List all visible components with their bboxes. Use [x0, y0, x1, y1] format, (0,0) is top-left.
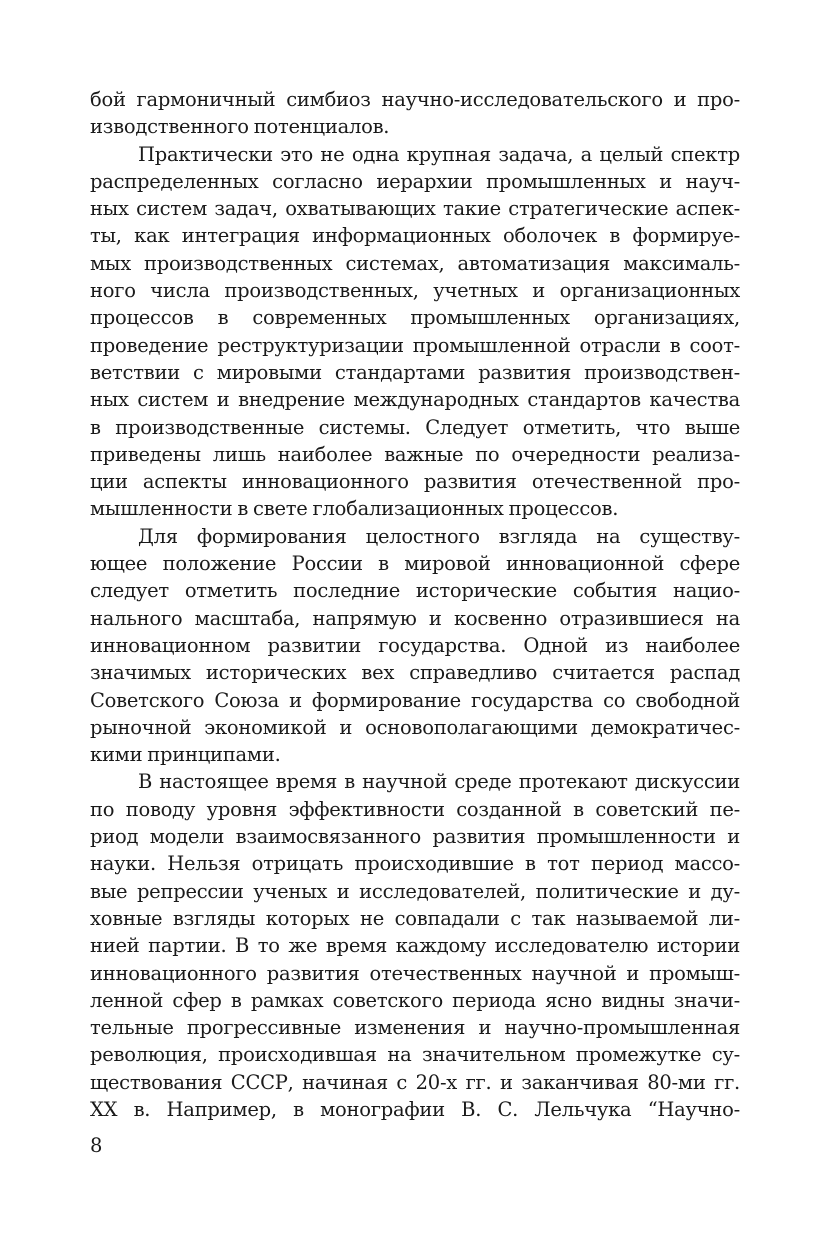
text-line: ленной сфер в рамках советского периода ясно видны значи-	[90, 988, 740, 1012]
text-line: следует отметить последние исторические события нацио-	[90, 579, 740, 603]
text-line: Советского Союза и формирование государства со свободной	[90, 688, 740, 712]
text-line: нального масштаба, напрямую и косвенно отразившиеся на	[90, 606, 740, 630]
text-line: ветствии с мировыми стандартами развития производствен-	[90, 360, 740, 384]
text-line: ного числа производственных, учетных и организационных	[90, 279, 740, 303]
text-line: Для формирования целостного взгляда на существу-	[138, 524, 740, 548]
text-line: ты, как интеграция информационных оболочек в формируе-	[90, 224, 740, 248]
text-line: ющее положение России в мировой инновационной сфере	[90, 552, 740, 576]
text-line: изводственного потенциалов.	[90, 115, 390, 139]
text-line: по поводу уровня эффективности созданной в советский пе-	[90, 797, 740, 821]
text-line: инновационном развитии государства. Одной из наиболее	[90, 633, 740, 657]
page-number: 8	[90, 1134, 103, 1157]
text-line: Практически это не одна крупная задача, а целый спектр	[138, 142, 740, 166]
text-line: вые репрессии ученых и исследователей, политические и ду-	[90, 879, 740, 903]
text-line: В настоящее время в научной среде протекают дискуссии	[138, 770, 740, 794]
text-line: мышленности в свете глобализационных процессов.	[90, 497, 619, 521]
text-line: ществования СССР, начиная с 20-х гг. и заканчивая 80-ми гг.	[90, 1070, 740, 1094]
text-line: XX в. Например, в монографии В. С. Лельчука “Научно-	[90, 1097, 740, 1121]
text-line: ных систем задач, охватывающих такие стратегические аспек-	[90, 197, 740, 221]
text-line: распределенных согласно иерархии промышленных и науч-	[90, 169, 740, 193]
paragraph	[90, 523, 740, 769]
text-line: значимых исторических вех справедливо считается распад	[90, 661, 740, 685]
text-line: ции аспекты инновационного развития отечественной про-	[90, 470, 740, 494]
paragraph	[90, 141, 740, 523]
text-line: в производственные системы. Следует отметить, что выше	[90, 415, 740, 439]
text-line: нией партии. В то же время каждому исследователю истории	[90, 934, 740, 958]
text-line: процессов в современных промышленных организациях,	[90, 306, 740, 330]
text-line: мых производственных системах, автоматизация максималь-	[90, 251, 740, 275]
paragraph	[90, 768, 740, 1123]
text-line: ховные взгляды которых не совпадали с так называемой ли-	[90, 906, 740, 930]
text-line: тельные прогрессивные изменения и научно-промышленная	[90, 1016, 740, 1040]
text-line: революция, происходившая на значительном промежутке су-	[90, 1043, 740, 1067]
paragraph	[90, 86, 740, 141]
text-line: риод модели взаимосвязанного развития промышленности и	[90, 825, 740, 849]
page-body	[90, 86, 740, 1123]
text-line: науки. Нельзя отрицать происходившие в тот период массо-	[90, 852, 740, 876]
text-line: бой гармоничный симбиоз научно-исследовательского и про-	[90, 88, 740, 111]
text-line: проведение реструктуризации промышленной отрасли в соот-	[90, 333, 740, 357]
text-line: приведены лишь наиболее важные по очередности реализа-	[90, 442, 740, 466]
text-line: инновационного развития отечественных научной и промыш-	[90, 961, 740, 985]
text-line: ных систем и внедрение международных стандартов качества	[90, 388, 740, 412]
text-line: кими принципами.	[90, 743, 281, 767]
text-line: рыночной экономикой и основополагающими демократичес-	[90, 715, 740, 739]
